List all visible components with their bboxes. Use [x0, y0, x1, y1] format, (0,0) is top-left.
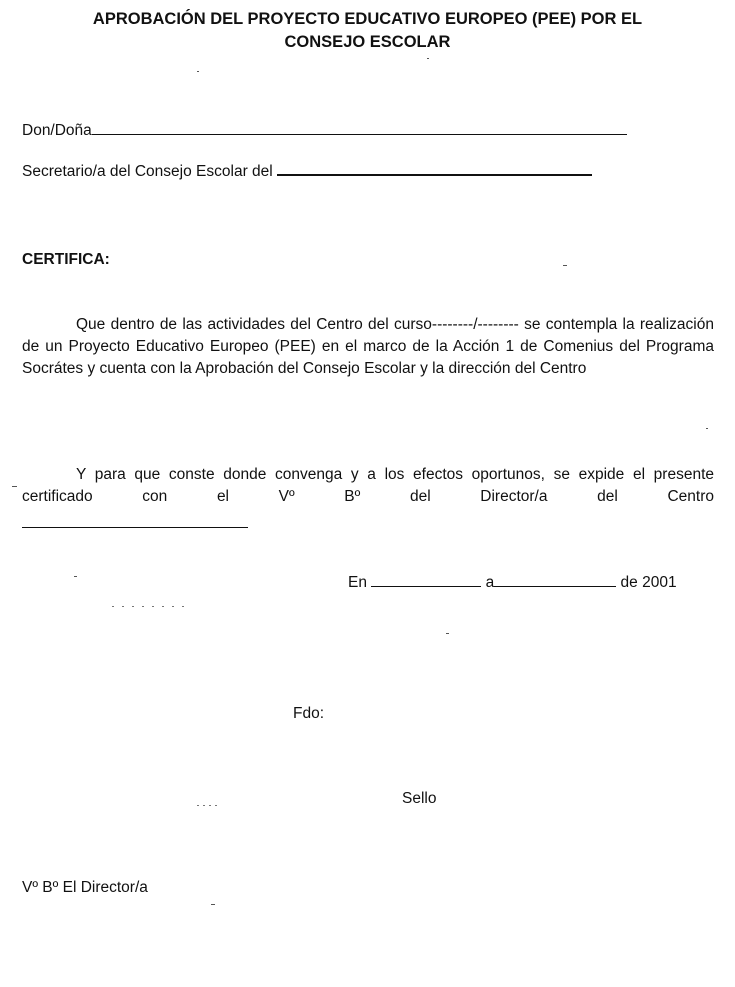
year-label: de 2001	[620, 574, 677, 591]
date-blank[interactable]	[494, 585, 616, 587]
scan-speck	[427, 58, 429, 59]
scan-speck	[112, 606, 192, 607]
scan-speck	[12, 486, 17, 487]
secretario-row	[22, 163, 592, 181]
certifica-heading: CERTIFICA:	[22, 251, 110, 268]
title-line-2: CONSEJO ESCOLAR	[284, 33, 451, 51]
paragraph-2: Y para que conste donde convenga y a los efectos oportunos, se expide el presente certificado con el Vº Bº del Director/a del Centro	[22, 466, 714, 505]
scan-speck	[706, 428, 708, 429]
secretario-blank[interactable]	[277, 173, 592, 176]
scan-speck	[446, 633, 449, 634]
scan-speck	[211, 904, 215, 905]
centro-blank[interactable]	[22, 527, 248, 528]
en-label: En	[348, 574, 367, 591]
scan-speck	[197, 805, 221, 806]
a-label: a	[485, 574, 495, 591]
date-line	[348, 574, 677, 592]
fdo-label: Fdo:	[293, 705, 325, 722]
don-dona-blank[interactable]	[92, 133, 627, 135]
scan-speck	[74, 576, 77, 577]
place-blank[interactable]	[371, 585, 481, 587]
sello-label: Sello	[402, 790, 437, 807]
scan-speck	[197, 71, 199, 72]
document-title	[30, 8, 705, 54]
scan-speck	[563, 265, 567, 266]
secretario-label: Secretario/a del Consejo Escolar del	[22, 163, 273, 180]
paragraph-1: Que dentro de las actividades del Centro del curso--------/-------- se contempla la realización de un Proyecto Educativo Europeo (PEE) en el marco de la Acción 1 de Comenius del Programa Socrátes y cuenta con la Aprobación del Consejo Escolar y la dirección del Centro	[22, 316, 714, 377]
vobo-director-label: Vº Bº El Director/a	[22, 879, 148, 896]
don-dona-label: Don/Doña	[22, 122, 92, 139]
title-line-1: APROBACIÓN DEL PROYECTO EDUCATIVO EUROPEO (PEE) POR EL	[92, 10, 643, 28]
don-dona-row	[22, 122, 627, 140]
